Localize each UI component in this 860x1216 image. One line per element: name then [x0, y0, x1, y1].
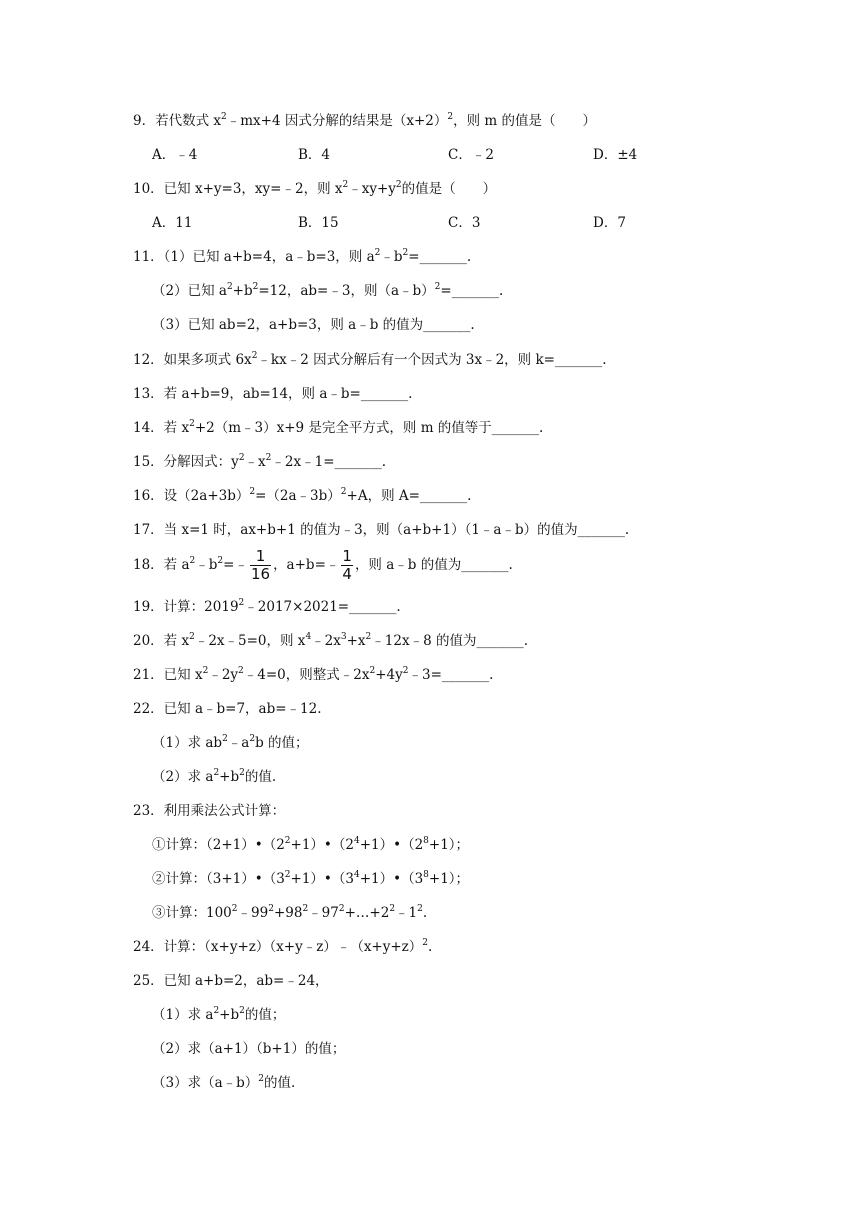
q23-1-text-2: +1）•（2 [290, 837, 354, 853]
q18-fraction-2 [341, 548, 353, 583]
q25-1-text-3: 的值； [244, 1007, 286, 1023]
question-23-part-1 [152, 835, 469, 855]
q23-3-text-4: ﹣97 [308, 905, 339, 921]
q9-exp-1: 2 [221, 112, 227, 122]
q25-1-text-1: （1）求 a [152, 1007, 214, 1023]
question-25: 25．已知 a+b=2，ab=﹣24， [133, 973, 329, 989]
q19-exp-1: 2 [238, 598, 245, 608]
q23-3-exp-5: 2 [389, 904, 396, 914]
q24-text-1: 24．计算：（x+y+z）（x+y﹣z）﹣（x+y+z） [133, 939, 423, 955]
q11-2-text-2: +b [232, 283, 253, 299]
question-12 [133, 350, 607, 370]
q20-text-5: ﹣12x﹣8 的值为_______. [371, 633, 528, 649]
question-25-part-1 [152, 1005, 285, 1025]
q21-exp-2: 2 [238, 666, 244, 676]
q15-text-1: 15．分解因式：y [133, 454, 239, 470]
q14-text-1: 14．若 x [133, 420, 190, 436]
q15-exp-1: 2 [238, 453, 245, 463]
q18-fraction-2-denominator: 4 [342, 565, 352, 583]
q19-text-1: 19．计算：2019 [133, 599, 239, 615]
q25-1-exp-2: 2 [239, 1006, 245, 1016]
q20-text-2: ﹣2x﹣5=0，则 x [194, 633, 306, 649]
q16-exp-1: 2 [249, 487, 256, 497]
q11-2-text-3: =12，ab=﹣3，则（a﹣b） [258, 283, 435, 299]
q21-exp-4: 2 [402, 666, 409, 676]
q23-1-exp-3: 8 [423, 836, 429, 846]
q11-2-text-1: （2）已知 a [152, 283, 227, 299]
q25-3-text-1: （3）求（a﹣b） [152, 1075, 259, 1091]
q23-3-exp-6: 2 [417, 904, 423, 914]
q18-text-3: =﹣ [223, 557, 248, 573]
q22-2-text-3: 的值. [244, 769, 277, 785]
q9-option-c: C．﹣2 [448, 147, 494, 163]
q20-exp-2: 4 [305, 632, 312, 642]
q15-exp-2: 2 [265, 453, 272, 463]
q10-option-c: C．3 [448, 215, 481, 231]
q23-2-text-4: +1）； [428, 871, 470, 887]
q24-exp-1: 2 [422, 938, 429, 948]
q23-2-exp-2: 4 [353, 870, 360, 880]
q23-3-text-5: +…+2 [344, 905, 390, 921]
q10-option-d: D．7 [593, 215, 626, 231]
q23-3-text-7: . [422, 905, 428, 921]
q15-text-3: ﹣2x﹣1=_______. [271, 454, 387, 470]
question-20 [133, 631, 528, 651]
question-24 [133, 937, 432, 957]
q10-option-b: B．15 [298, 215, 339, 231]
q23-3-exp-2: 2 [268, 904, 274, 914]
question-23-part-3 [152, 903, 427, 923]
question-22-part-1 [152, 733, 309, 753]
q22-2-exp-2: 2 [239, 768, 245, 778]
q22-1-exp-2: 2 [249, 734, 256, 744]
q10-exp-2: 2 [395, 180, 402, 190]
q21-text-2: ﹣2y [208, 667, 239, 683]
q11-text-2: ﹣b [380, 249, 403, 265]
q21-text-1: 21．已知 x [133, 667, 203, 683]
question-15 [133, 452, 386, 472]
q10-exp-1: 2 [342, 180, 349, 190]
q21-exp-3: 2 [369, 666, 376, 676]
q9-exp-2: 2 [447, 112, 454, 122]
question-25-part-3 [152, 1073, 295, 1093]
q22-2-text-2: +b [219, 769, 240, 785]
q23-1-text-1: ①计算：（2+1）•（2 [152, 837, 285, 853]
q18-fraction-1-denominator: 16 [250, 565, 271, 583]
q16-text-3: +A，则 A=_______. [346, 488, 472, 504]
q21-text-4: +4y [375, 667, 403, 683]
question-11 [133, 247, 471, 267]
q9-text-3: ，则 m 的值是（ ） [453, 113, 596, 129]
q23-1-text-3: +1）•（2 [359, 837, 424, 853]
q18-exp-1: 2 [189, 556, 196, 566]
question-18 [133, 548, 513, 583]
question-10 [133, 179, 496, 199]
q9-text-2: ﹣mx+4 因式分解的结果是（x+2） [226, 113, 448, 129]
q10-text-1: 10．已知 x+y=3，xy=﹣2，则 x [133, 181, 343, 197]
question-22: 22．已知 a﹣b=7，ab=﹣12. [133, 701, 322, 717]
q11-2-text-4: =_______. [440, 283, 504, 299]
q21-text-5: ﹣3=_______. [408, 667, 494, 683]
q18-text-5: ，则 a﹣b 的值为_______. [354, 557, 513, 573]
q22-2-text-1: （2）求 a [152, 769, 214, 785]
q18-fraction-1 [250, 548, 271, 583]
q23-1-exp-2: 4 [353, 836, 360, 846]
q23-3-text-1: ③计算：100 [152, 905, 232, 921]
q14-text-2: +2（m﹣3）x+9 是完全平方式，则 m 的值等于_______. [194, 420, 544, 436]
question-11-part-2 [152, 281, 503, 301]
q20-exp-4: 2 [365, 632, 372, 642]
question-13: 13．若 a+b=9，ab=14，则 a﹣b=_______. [133, 386, 413, 402]
q18-fraction-1-numerator: 1 [255, 547, 266, 565]
q9-text-1: 9．若代数式 x [133, 113, 221, 129]
q25-1-text-2: +b [219, 1007, 240, 1023]
q11-text-1: 11．（1）已知 a+b=4，a﹣b=3，则 a [133, 249, 375, 265]
q20-text-3: ﹣2x [311, 633, 341, 649]
q25-3-exp-1: 2 [258, 1074, 265, 1084]
question-23: 23．利用乘法公式计算： [133, 803, 286, 819]
q22-1-text-1: （1）求 ab [152, 735, 223, 751]
q12-exp-1: 2 [251, 351, 258, 361]
q23-3-text-6: ﹣1 [395, 905, 418, 921]
question-11-part-3: （3）已知 ab=2，a+b=3，则 a﹣b 的值为_______. [152, 317, 475, 333]
question-16 [133, 486, 471, 506]
q23-3-text-3: +98 [273, 905, 303, 921]
question-17: 17．当 x=1 时，ax+b+1 的值为﹣3，则（a+b+1）（1﹣a﹣b）的值为_______. [133, 522, 630, 538]
q11-2-exp-1: 2 [226, 282, 233, 292]
q23-1-text-4: +1）； [428, 837, 470, 853]
q22-1-text-2: ﹣a [227, 735, 250, 751]
question-23-part-2 [152, 869, 469, 889]
q22-1-text-3: b 的值； [255, 735, 309, 751]
q15-text-2: ﹣x [244, 454, 266, 470]
q20-text-1: 20．若 x [133, 633, 190, 649]
question-9 [133, 111, 596, 131]
q11-exp-1: 2 [374, 248, 381, 258]
q21-exp-1: 2 [202, 666, 209, 676]
q10-text-3: 的值是（ ） [401, 181, 497, 197]
q18-text-4: ，a+b=﹣ [273, 557, 340, 573]
q22-2-exp-1: 2 [213, 768, 220, 778]
q11-2-exp-3: 2 [434, 282, 441, 292]
q9-option-a: A．﹣4 [152, 147, 198, 163]
q11-exp-2: 2 [402, 248, 409, 258]
question-19 [133, 597, 401, 617]
q10-option-a: A．11 [152, 215, 193, 231]
q16-exp-2: 2 [340, 487, 347, 497]
q23-3-text-2: ﹣99 [237, 905, 269, 921]
q23-3-exp-4: 2 [338, 904, 345, 914]
q23-2-exp-1: 2 [284, 870, 291, 880]
q12-text-1: 12．如果多项式 6x [133, 352, 252, 368]
q23-2-text-1: ②计算：（3+1）•（3 [152, 871, 285, 887]
q11-text-3: =_______. [408, 249, 472, 265]
q16-text-2: =（2a﹣3b） [255, 488, 341, 504]
q18-text-2: ﹣b [195, 557, 218, 573]
q23-1-exp-1: 2 [284, 836, 291, 846]
q12-text-2: ﹣kx﹣2 因式分解后有一个因式为 3x﹣2，则 k=_______. [257, 352, 607, 368]
q24-text-2: . [428, 939, 433, 955]
question-25-part-2: （2）求（a+1）（b+1）的值； [152, 1041, 346, 1057]
q14-exp-1: 2 [189, 419, 195, 429]
q18-text-1: 18．若 a [133, 557, 190, 573]
q20-exp-3: 3 [340, 632, 347, 642]
q22-1-exp-1: 2 [222, 734, 228, 744]
question-22-part-2 [152, 767, 276, 787]
q21-text-3: ﹣4=0，则整式﹣2x [243, 667, 370, 683]
q18-fraction-2-numerator: 1 [342, 547, 352, 565]
q25-3-text-2: 的值. [264, 1075, 296, 1091]
question-14 [133, 418, 543, 438]
q9-option-d: D．±4 [593, 147, 638, 163]
q9-option-b: B．4 [298, 147, 331, 163]
q19-text-2: ﹣2017×2021=_______. [244, 599, 401, 615]
q23-2-text-3: +1）•（3 [359, 871, 424, 887]
q20-exp-1: 2 [189, 632, 195, 642]
q23-2-exp-3: 8 [423, 870, 429, 880]
q16-text-1: 16．设（2a+3b） [133, 488, 250, 504]
q18-exp-2: 2 [217, 556, 224, 566]
q10-text-2: ﹣xy+y [348, 181, 396, 197]
q11-2-exp-2: 2 [252, 282, 259, 292]
q25-1-exp-1: 2 [213, 1006, 220, 1016]
question-21 [133, 665, 493, 685]
q23-2-text-2: +1）•（3 [290, 871, 354, 887]
q23-3-exp-3: 2 [302, 904, 309, 914]
q20-text-4: +x [346, 633, 366, 649]
q23-3-exp-1: 2 [231, 904, 238, 914]
